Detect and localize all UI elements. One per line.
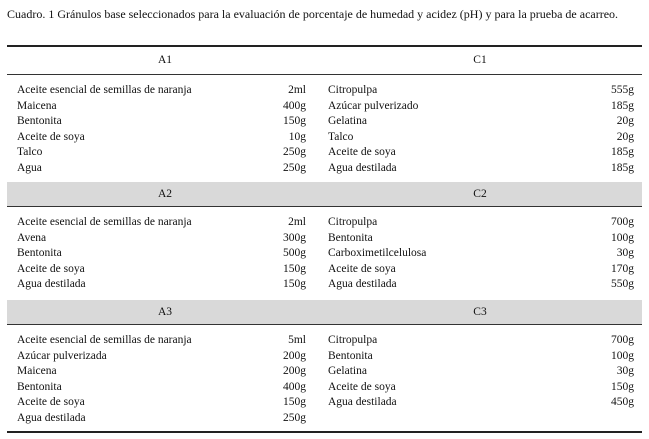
ingredient-amount: 10g <box>288 130 306 143</box>
section-rule-1 <box>7 74 642 75</box>
ingredient-row <box>17 161 306 177</box>
ingredient-name: Citropulpa <box>328 84 378 96</box>
ingredient-row <box>17 231 306 247</box>
ingredient-row <box>17 114 306 130</box>
ingredient-name: Gelatina <box>328 365 367 377</box>
ingredient-amount: 100g <box>611 231 634 244</box>
ingredient-row <box>328 145 634 161</box>
ingredient-name: Talco <box>328 130 354 143</box>
ingredient-row <box>17 83 306 99</box>
ingredient-name: Azúcar pulverizada <box>17 349 107 362</box>
ingredient-name: Azúcar pulverizado <box>328 99 419 112</box>
ingredient-row <box>328 395 634 411</box>
ingredient-row <box>17 99 306 115</box>
ingredient-amount: 150g <box>611 380 634 393</box>
ingredient-name: Aceite esencial de semillas de naranja <box>17 334 192 346</box>
ingredient-name: Citropulpa <box>328 216 378 228</box>
top-rule <box>7 45 642 47</box>
ingredient-list-c3 <box>328 333 634 411</box>
ingredient-amount: 700g <box>611 216 634 228</box>
ingredient-name: Aceite esencial de semillas de naranja <box>17 84 192 96</box>
bottom-rule <box>7 431 642 433</box>
ingredient-amount: 150g <box>283 396 306 408</box>
ingredient-amount: 150g <box>283 278 306 290</box>
ingredient-name: Aceite de soya <box>17 262 85 275</box>
ingredient-amount: 450g <box>611 396 634 408</box>
ingredient-name: Carboximetilcelulosa <box>328 247 427 259</box>
ingredient-row <box>328 364 634 380</box>
ingredient-name: Agua destilada <box>17 411 86 424</box>
ingredient-list-a1 <box>17 83 306 176</box>
ingredient-name: Gelatina <box>328 115 367 127</box>
table-caption: Cuadro. 1 Gránulos base seleccionados para la evaluación de porcentaje de humedad y acidez (pH) y para la prueba de acarreo. <box>7 7 619 21</box>
ingredient-amount: 2ml <box>288 84 306 96</box>
ingredient-amount: 500g <box>283 247 306 259</box>
ingredient-amount: 200g <box>283 349 306 362</box>
group-title-c3: C3 <box>473 306 487 318</box>
ingredient-amount: 185g <box>611 146 634 158</box>
ingredient-amount: 400g <box>283 99 306 112</box>
ingredient-amount: 700g <box>611 334 634 346</box>
ingredient-amount: 20g <box>616 130 634 143</box>
section-header-3 <box>7 300 642 324</box>
ingredient-name: Bentonita <box>17 380 62 393</box>
ingredient-row <box>328 130 634 146</box>
ingredient-row <box>17 364 306 380</box>
ingredient-row <box>17 246 306 262</box>
ingredient-list-a3 <box>17 333 306 426</box>
group-title-c1: C1 <box>473 54 487 66</box>
section-header-1 <box>7 48 642 72</box>
section-rule-2 <box>7 206 642 207</box>
ingredient-name: Aceite de soya <box>328 146 396 158</box>
ingredient-amount: 150g <box>283 115 306 127</box>
ingredient-row <box>328 83 634 99</box>
ingredient-amount: 555g <box>611 84 634 96</box>
ingredient-row <box>17 349 306 365</box>
ingredient-row <box>17 277 306 293</box>
ingredient-amount: 150g <box>283 262 306 275</box>
ingredient-row <box>17 215 306 231</box>
group-title-c2: C2 <box>473 188 487 200</box>
ingredient-row <box>328 114 634 130</box>
ingredient-row <box>328 246 634 262</box>
ingredient-list-c1 <box>328 83 634 176</box>
section-header-2 <box>7 182 642 206</box>
ingredient-name: Aceite esencial de semillas de naranja <box>17 216 192 228</box>
ingredient-amount: 20g <box>616 115 634 127</box>
ingredient-row <box>328 262 634 278</box>
ingredient-row <box>17 333 306 349</box>
group-title-a3: A3 <box>157 306 173 318</box>
group-title-a2: A2 <box>157 188 173 200</box>
ingredient-row <box>328 215 634 231</box>
ingredient-amount: 250g <box>283 411 306 424</box>
ingredient-name: Avena <box>17 231 47 244</box>
ingredient-name: Aceite de soya <box>328 380 396 393</box>
ingredient-row <box>328 231 634 247</box>
ingredient-name: Agua destilada <box>328 161 397 174</box>
ingredient-row <box>328 349 634 365</box>
ingredient-amount: 250g <box>283 146 306 158</box>
ingredient-name: Agua destilada <box>328 278 397 290</box>
ingredient-name: Aceite de soya <box>328 262 396 275</box>
ingredient-amount: 170g <box>611 262 634 275</box>
ingredient-name: Aceite de soya <box>17 396 85 408</box>
ingredient-name: Bentonita <box>17 115 62 127</box>
ingredient-amount: 30g <box>616 247 634 259</box>
ingredient-name: Maicena <box>17 365 57 377</box>
ingredient-name: Agua <box>17 161 42 174</box>
ingredient-amount: 550g <box>611 278 634 290</box>
ingredient-name: Agua destilada <box>328 396 397 408</box>
ingredient-row <box>17 145 306 161</box>
ingredient-amount: 100g <box>611 349 634 362</box>
ingredient-amount: 300g <box>283 231 306 244</box>
ingredient-name: Talco <box>17 146 43 158</box>
ingredient-row <box>17 411 306 427</box>
ingredient-name: Aceite de soya <box>17 130 85 143</box>
group-title-a1: A1 <box>157 54 173 66</box>
ingredient-row <box>328 161 634 177</box>
ingredient-amount: 2ml <box>288 216 306 228</box>
ingredient-amount: 250g <box>283 161 306 174</box>
ingredient-list-c2 <box>328 215 634 293</box>
ingredient-row <box>17 130 306 146</box>
ingredient-row <box>17 262 306 278</box>
ingredient-list-a2 <box>17 215 306 293</box>
ingredient-row <box>328 380 634 396</box>
ingredient-row <box>17 395 306 411</box>
ingredient-name: Maicena <box>17 99 57 112</box>
ingredient-amount: 30g <box>616 365 634 377</box>
ingredient-name: Bentonita <box>328 349 373 362</box>
ingredient-amount: 400g <box>283 380 306 393</box>
ingredient-amount: 185g <box>611 161 634 174</box>
ingredient-amount: 200g <box>283 365 306 377</box>
ingredient-row <box>328 333 634 349</box>
ingredient-amount: 185g <box>611 99 634 112</box>
section-rule-3 <box>7 324 642 325</box>
ingredient-row <box>328 277 634 293</box>
ingredient-name: Bentonita <box>328 231 373 244</box>
ingredient-name: Agua destilada <box>17 278 86 290</box>
ingredient-name: Bentonita <box>17 247 62 259</box>
ingredient-row <box>17 380 306 396</box>
ingredient-row <box>328 99 634 115</box>
ingredient-name: Citropulpa <box>328 334 378 346</box>
ingredient-amount: 5ml <box>288 334 306 346</box>
